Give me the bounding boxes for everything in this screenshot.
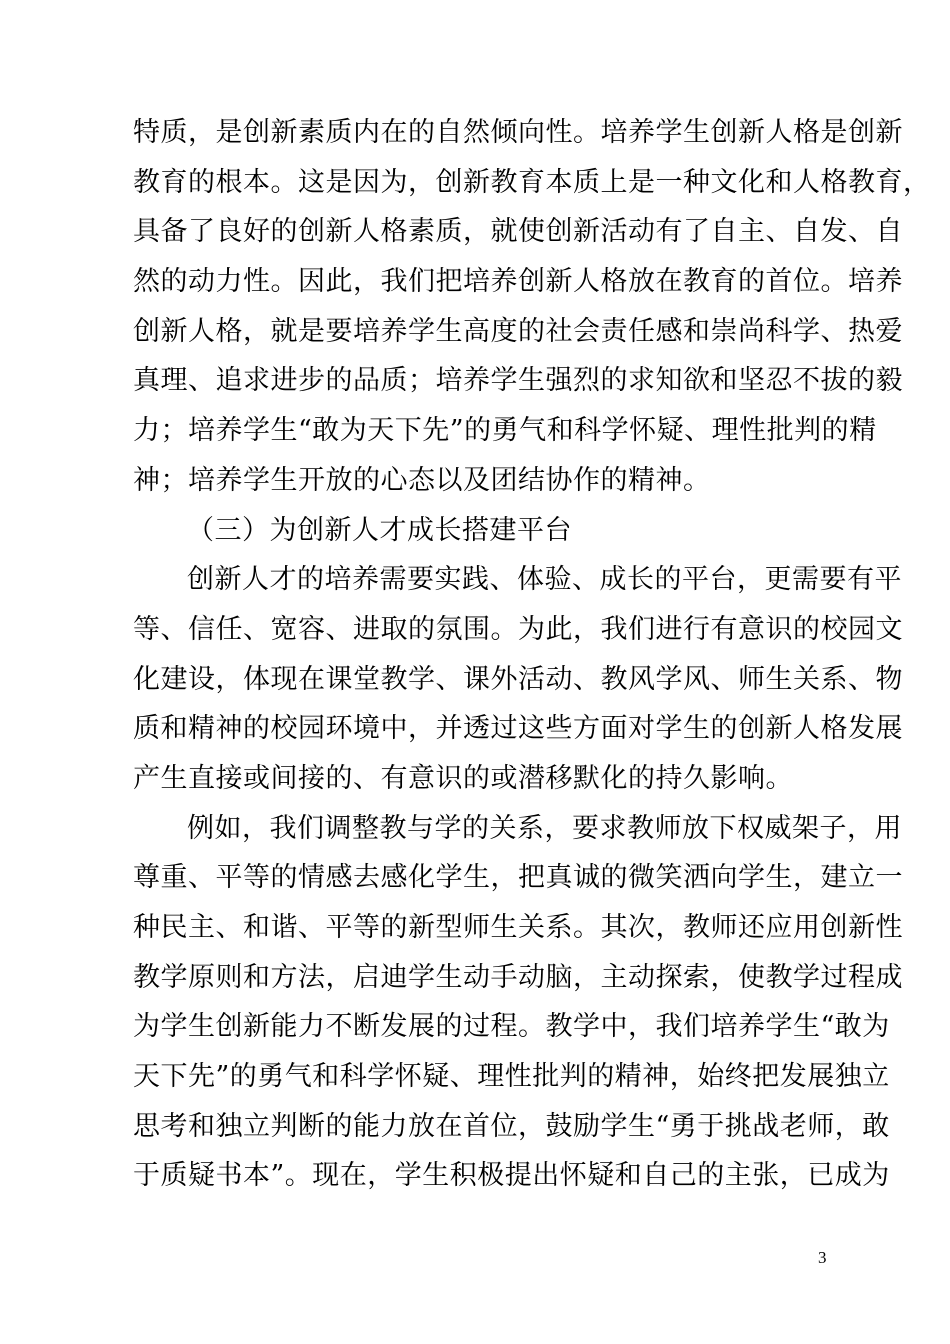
text-line: 种民主、和谐、平等的新型师生关系。其次，教师还应用创新性 xyxy=(133,912,903,943)
text-line: 教育的根本。这是因为，创新教育本质上是一种文化和人格教育， xyxy=(133,166,931,198)
text-line: 天下先”的勇气和科学怀疑、理性批判的精神，始终把发展独立 xyxy=(133,1061,890,1093)
text-line: 等、信任、宽容、进取的氛围。为此，我们进行有意识的校园文 xyxy=(133,613,903,645)
text-line: 力；培养学生“敢为天下先”的勇气和科学怀疑、理性批判的精 xyxy=(133,415,877,447)
text-line: 化建设，体现在课堂教学、课外活动、教风学风、师生关系、物 xyxy=(133,663,903,695)
text-line: 然的动力性。因此，我们把培养创新人格放在教育的首位。培养 xyxy=(133,266,903,298)
text-line: 尊重、平等的情感去感化学生，把真诚的微笑洒向学生，建立一 xyxy=(133,862,903,894)
text-line: 创新人格，就是要培养学生高度的社会责任感和崇尚科学、热爱 xyxy=(133,315,903,347)
text-line: 具备了良好的创新人格素质，就使创新活动有了自主、自发、自 xyxy=(133,216,903,248)
text-line: 质和精神的校园环境中，并透过这些方面对学生的创新人格发展 xyxy=(133,713,903,745)
text-line: 为学生创新能力不断发展的过程。教学中，我们培养学生“敢为 xyxy=(133,1011,890,1043)
text-line: 例如，我们调整教与学的关系，要求教师放下权威架子，用 xyxy=(187,812,902,844)
text-line: 神；培养学生开放的心态以及团结协作的精神。 xyxy=(133,464,711,496)
text-line: 于质疑书本”。现在，学生积极提出怀疑和自己的主张，已成为 xyxy=(133,1160,890,1192)
text-line: （三）为创新人才成长搭建平台 xyxy=(187,514,572,546)
text-line: 教学原则和方法，启迪学生动手动脑，主动探索，使教学过程成 xyxy=(133,961,903,993)
text-line: 产生直接或间接的、有意识的或潜移默化的持久影响。 xyxy=(133,762,793,794)
text-line: 特质，是创新素质内在的自然倾向性。培养学生创新人格是创新 xyxy=(133,117,903,148)
text-line: 思考和独立判断的能力放在首位，鼓励学生“勇于挑战老师，敢 xyxy=(133,1110,890,1142)
page-number: 3 xyxy=(818,1248,827,1267)
text-line: 创新人才的培养需要实践、体验、成长的平台，更需要有平 xyxy=(187,564,902,596)
body-text xyxy=(133,108,931,1201)
text-line: 真理、追求进步的品质；培养学生强烈的求知欲和坚忍不拔的毅 xyxy=(133,365,903,397)
